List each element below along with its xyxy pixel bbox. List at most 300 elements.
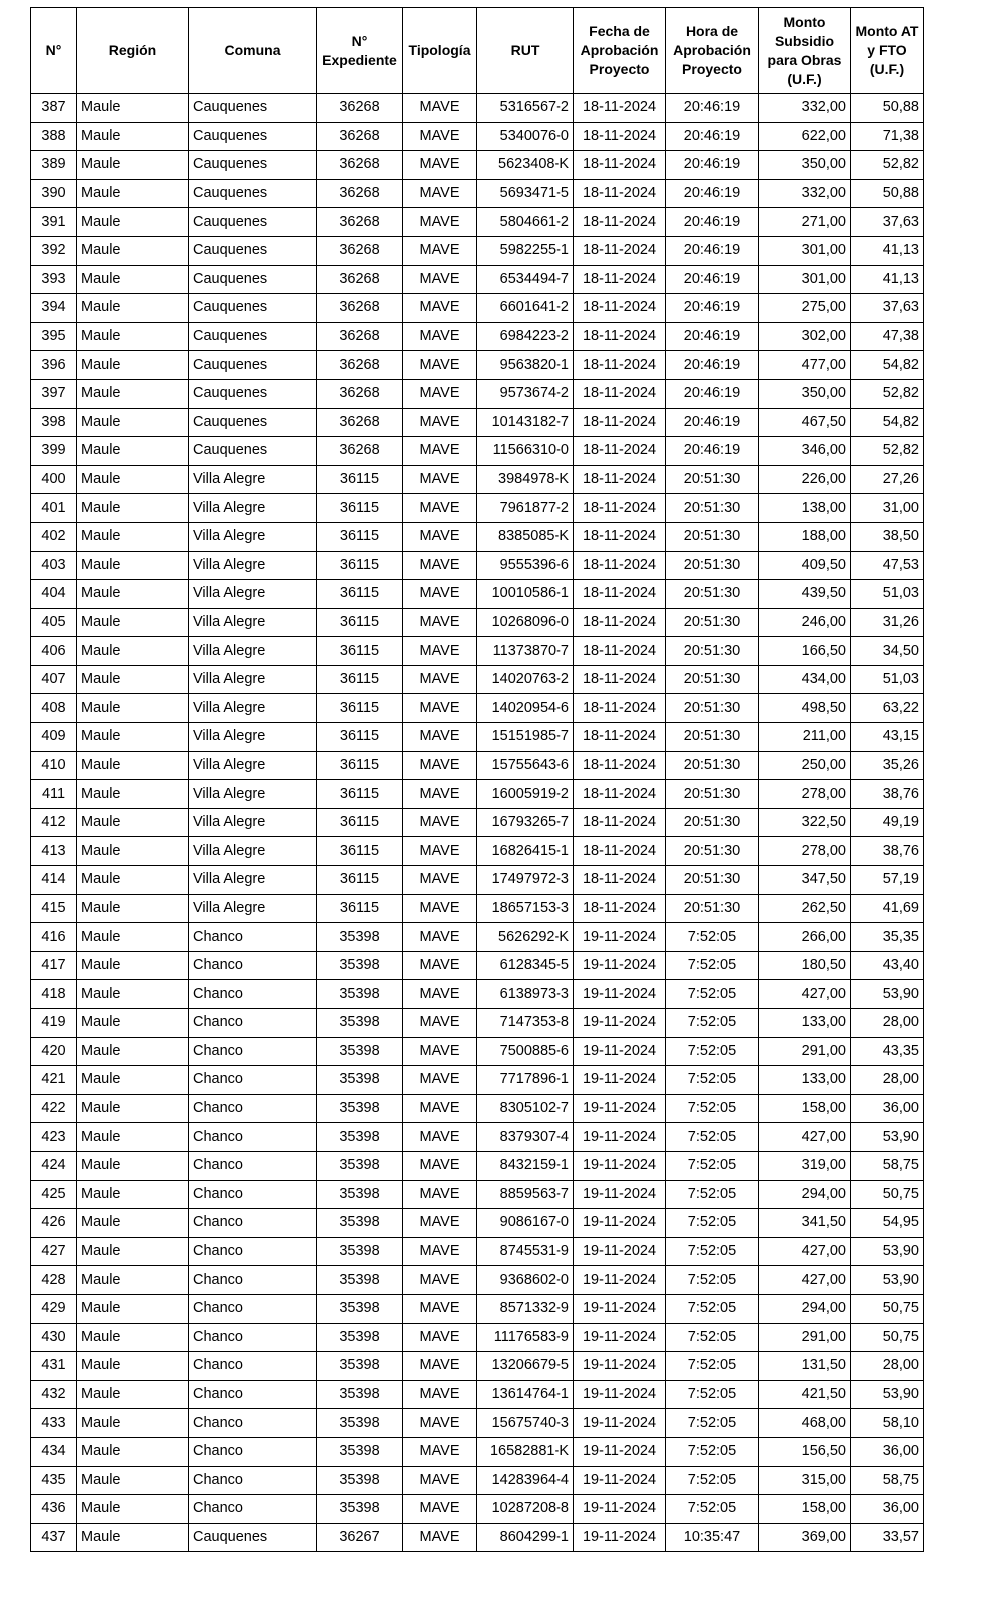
cell-hora: 20:51:30 — [666, 580, 759, 609]
cell-monto-subsidio: 278,00 — [759, 837, 851, 866]
cell-numero: 417 — [31, 951, 77, 980]
cell-fecha: 19-11-2024 — [574, 1352, 666, 1381]
cell-numero: 393 — [31, 265, 77, 294]
cell-expediente: 36115 — [317, 894, 403, 923]
cell-rut: 6984223-2 — [477, 322, 574, 351]
cell-monto-subsidio: 427,00 — [759, 1123, 851, 1152]
cell-rut: 8859563-7 — [477, 1180, 574, 1209]
cell-monto-subsidio: 350,00 — [759, 379, 851, 408]
cell-rut: 9086167-0 — [477, 1209, 574, 1238]
cell-tipologia: MAVE — [403, 465, 477, 494]
cell-hora: 7:52:05 — [666, 1352, 759, 1381]
cell-numero: 436 — [31, 1495, 77, 1524]
subsidy-table — [30, 7, 924, 1552]
cell-comuna: Villa Alegre — [189, 465, 317, 494]
table-row — [31, 1323, 924, 1352]
cell-expediente: 36268 — [317, 294, 403, 323]
cell-hora: 20:46:19 — [666, 379, 759, 408]
cell-hora: 20:51:30 — [666, 837, 759, 866]
cell-region: Maule — [77, 494, 189, 523]
cell-comuna: Cauquenes — [189, 379, 317, 408]
cell-numero: 421 — [31, 1066, 77, 1095]
cell-fecha: 19-11-2024 — [574, 1437, 666, 1466]
cell-numero: 409 — [31, 723, 77, 752]
cell-monto-subsidio: 271,00 — [759, 208, 851, 237]
cell-tipologia: MAVE — [403, 665, 477, 694]
cell-fecha: 18-11-2024 — [574, 408, 666, 437]
cell-rut: 15675740-3 — [477, 1409, 574, 1438]
cell-comuna: Villa Alegre — [189, 866, 317, 895]
cell-rut: 11176583-9 — [477, 1323, 574, 1352]
cell-numero: 392 — [31, 236, 77, 265]
cell-fecha: 18-11-2024 — [574, 723, 666, 752]
cell-comuna: Chanco — [189, 1380, 317, 1409]
cell-comuna: Chanco — [189, 1066, 317, 1095]
cell-comuna: Chanco — [189, 1323, 317, 1352]
table-row — [31, 780, 924, 809]
cell-fecha: 18-11-2024 — [574, 379, 666, 408]
cell-comuna: Cauquenes — [189, 408, 317, 437]
cell-monto-subsidio: 291,00 — [759, 1037, 851, 1066]
cell-numero: 419 — [31, 1009, 77, 1038]
cell-region: Maule — [77, 751, 189, 780]
table-row — [31, 1094, 924, 1123]
cell-monto-subsidio: 302,00 — [759, 322, 851, 351]
cell-comuna: Chanco — [189, 1037, 317, 1066]
cell-monto-at-fto: 38,50 — [851, 522, 924, 551]
cell-comuna: Cauquenes — [189, 322, 317, 351]
cell-monto-subsidio: 468,00 — [759, 1409, 851, 1438]
table-row — [31, 208, 924, 237]
cell-comuna: Chanco — [189, 1094, 317, 1123]
cell-tipologia: MAVE — [403, 1237, 477, 1266]
cell-fecha: 19-11-2024 — [574, 1209, 666, 1238]
cell-rut: 8385085-K — [477, 522, 574, 551]
cell-comuna: Cauquenes — [189, 94, 317, 123]
cell-monto-at-fto: 36,00 — [851, 1437, 924, 1466]
table-row — [31, 751, 924, 780]
cell-expediente: 35398 — [317, 1180, 403, 1209]
cell-monto-at-fto: 50,75 — [851, 1323, 924, 1352]
cell-monto-at-fto: 53,90 — [851, 1237, 924, 1266]
cell-hora: 7:52:05 — [666, 1066, 759, 1095]
cell-expediente: 36115 — [317, 580, 403, 609]
cell-tipologia: MAVE — [403, 780, 477, 809]
cell-fecha: 18-11-2024 — [574, 437, 666, 466]
cell-region: Maule — [77, 1151, 189, 1180]
cell-fecha: 18-11-2024 — [574, 122, 666, 151]
cell-hora: 20:51:30 — [666, 808, 759, 837]
cell-expediente: 36115 — [317, 694, 403, 723]
cell-tipologia: MAVE — [403, 1495, 477, 1524]
cell-rut: 10287208-8 — [477, 1495, 574, 1524]
cell-hora: 20:51:30 — [666, 522, 759, 551]
cell-rut: 11566310-0 — [477, 437, 574, 466]
cell-numero: 415 — [31, 894, 77, 923]
table-row — [31, 665, 924, 694]
cell-monto-subsidio: 226,00 — [759, 465, 851, 494]
cell-region: Maule — [77, 551, 189, 580]
table-row — [31, 1523, 924, 1552]
table-row — [31, 494, 924, 523]
cell-rut: 9555396-6 — [477, 551, 574, 580]
table-row — [31, 94, 924, 123]
cell-region: Maule — [77, 723, 189, 752]
table-row — [31, 151, 924, 180]
cell-hora: 7:52:05 — [666, 1495, 759, 1524]
cell-hora: 20:51:30 — [666, 780, 759, 809]
cell-tipologia: MAVE — [403, 751, 477, 780]
cell-fecha: 18-11-2024 — [574, 694, 666, 723]
cell-monto-at-fto: 54,82 — [851, 351, 924, 380]
table-row — [31, 294, 924, 323]
cell-tipologia: MAVE — [403, 1523, 477, 1552]
cell-fecha: 19-11-2024 — [574, 1037, 666, 1066]
cell-expediente: 35398 — [317, 1094, 403, 1123]
cell-region: Maule — [77, 780, 189, 809]
cell-region: Maule — [77, 1323, 189, 1352]
cell-fecha: 18-11-2024 — [574, 322, 666, 351]
cell-numero: 427 — [31, 1237, 77, 1266]
cell-fecha: 18-11-2024 — [574, 294, 666, 323]
cell-tipologia: MAVE — [403, 923, 477, 952]
table-row — [31, 465, 924, 494]
cell-numero: 425 — [31, 1180, 77, 1209]
cell-region: Maule — [77, 980, 189, 1009]
table-row — [31, 894, 924, 923]
cell-region: Maule — [77, 923, 189, 952]
cell-rut: 14283964-4 — [477, 1466, 574, 1495]
cell-monto-at-fto: 53,90 — [851, 980, 924, 1009]
cell-expediente: 36115 — [317, 751, 403, 780]
cell-monto-at-fto: 51,03 — [851, 580, 924, 609]
table-row — [31, 808, 924, 837]
cell-numero: 426 — [31, 1209, 77, 1238]
cell-expediente: 36268 — [317, 408, 403, 437]
cell-monto-at-fto: 43,35 — [851, 1037, 924, 1066]
cell-hora: 20:51:30 — [666, 608, 759, 637]
cell-expediente: 36268 — [317, 208, 403, 237]
cell-tipologia: MAVE — [403, 808, 477, 837]
cell-monto-subsidio: 347,50 — [759, 866, 851, 895]
cell-hora: 20:51:30 — [666, 866, 759, 895]
cell-numero: 402 — [31, 522, 77, 551]
cell-monto-at-fto: 53,90 — [851, 1266, 924, 1295]
cell-numero: 396 — [31, 351, 77, 380]
cell-comuna: Chanco — [189, 1466, 317, 1495]
cell-hora: 20:46:19 — [666, 179, 759, 208]
cell-region: Maule — [77, 808, 189, 837]
cell-numero: 422 — [31, 1094, 77, 1123]
cell-rut: 16793265-7 — [477, 808, 574, 837]
cell-expediente: 36115 — [317, 637, 403, 666]
cell-numero: 398 — [31, 408, 77, 437]
table-row — [31, 437, 924, 466]
cell-tipologia: MAVE — [403, 837, 477, 866]
cell-rut: 10143182-7 — [477, 408, 574, 437]
cell-monto-subsidio: 246,00 — [759, 608, 851, 637]
cell-tipologia: MAVE — [403, 1066, 477, 1095]
cell-hora: 7:52:05 — [666, 1409, 759, 1438]
cell-fecha: 18-11-2024 — [574, 522, 666, 551]
cell-region: Maule — [77, 122, 189, 151]
cell-comuna: Chanco — [189, 951, 317, 980]
cell-rut: 16005919-2 — [477, 780, 574, 809]
cell-rut: 3984978-K — [477, 465, 574, 494]
cell-rut: 8745531-9 — [477, 1237, 574, 1266]
cell-hora: 20:46:19 — [666, 408, 759, 437]
cell-monto-subsidio: 158,00 — [759, 1495, 851, 1524]
cell-region: Maule — [77, 894, 189, 923]
cell-monto-subsidio: 131,50 — [759, 1352, 851, 1381]
cell-tipologia: MAVE — [403, 437, 477, 466]
cell-expediente: 35398 — [317, 1009, 403, 1038]
cell-expediente: 35398 — [317, 1466, 403, 1495]
cell-rut: 15755643-6 — [477, 751, 574, 780]
cell-region: Maule — [77, 351, 189, 380]
cell-tipologia: MAVE — [403, 494, 477, 523]
cell-fecha: 18-11-2024 — [574, 608, 666, 637]
cell-rut: 5623408-K — [477, 151, 574, 180]
cell-fecha: 19-11-2024 — [574, 1237, 666, 1266]
cell-tipologia: MAVE — [403, 122, 477, 151]
cell-region: Maule — [77, 1466, 189, 1495]
header-expediente: N° Expediente — [317, 8, 403, 94]
cell-comuna: Cauquenes — [189, 437, 317, 466]
cell-tipologia: MAVE — [403, 351, 477, 380]
table-row — [31, 694, 924, 723]
cell-comuna: Villa Alegre — [189, 780, 317, 809]
cell-region: Maule — [77, 866, 189, 895]
cell-region: Maule — [77, 1523, 189, 1552]
cell-expediente: 36268 — [317, 379, 403, 408]
cell-fecha: 19-11-2024 — [574, 1409, 666, 1438]
cell-fecha: 18-11-2024 — [574, 151, 666, 180]
cell-tipologia: MAVE — [403, 608, 477, 637]
table-row — [31, 1409, 924, 1438]
cell-tipologia: MAVE — [403, 1037, 477, 1066]
cell-expediente: 35398 — [317, 1323, 403, 1352]
cell-hora: 7:52:05 — [666, 1037, 759, 1066]
cell-monto-at-fto: 58,75 — [851, 1466, 924, 1495]
cell-monto-subsidio: 133,00 — [759, 1009, 851, 1038]
cell-hora: 7:52:05 — [666, 1380, 759, 1409]
cell-region: Maule — [77, 294, 189, 323]
cell-region: Maule — [77, 1123, 189, 1152]
cell-tipologia: MAVE — [403, 551, 477, 580]
cell-expediente: 36268 — [317, 151, 403, 180]
cell-region: Maule — [77, 637, 189, 666]
cell-monto-subsidio: 262,50 — [759, 894, 851, 923]
cell-numero: 435 — [31, 1466, 77, 1495]
cell-hora: 20:46:19 — [666, 151, 759, 180]
cell-rut: 5340076-0 — [477, 122, 574, 151]
header-row — [31, 8, 924, 94]
cell-tipologia: MAVE — [403, 1009, 477, 1038]
cell-region: Maule — [77, 1209, 189, 1238]
cell-fecha: 19-11-2024 — [574, 1123, 666, 1152]
cell-region: Maule — [77, 94, 189, 123]
cell-tipologia: MAVE — [403, 1209, 477, 1238]
table-row — [31, 1066, 924, 1095]
cell-rut: 16826415-1 — [477, 837, 574, 866]
cell-region: Maule — [77, 1495, 189, 1524]
cell-expediente: 35398 — [317, 1380, 403, 1409]
cell-monto-subsidio: 409,50 — [759, 551, 851, 580]
cell-expediente: 36115 — [317, 723, 403, 752]
cell-monto-at-fto: 28,00 — [851, 1066, 924, 1095]
table-row — [31, 1294, 924, 1323]
cell-expediente: 35398 — [317, 1294, 403, 1323]
cell-region: Maule — [77, 1037, 189, 1066]
cell-numero: 405 — [31, 608, 77, 637]
cell-hora: 7:52:05 — [666, 1294, 759, 1323]
cell-tipologia: MAVE — [403, 208, 477, 237]
cell-monto-at-fto: 35,35 — [851, 923, 924, 952]
cell-monto-at-fto: 27,26 — [851, 465, 924, 494]
cell-comuna: Villa Alegre — [189, 551, 317, 580]
table-row — [31, 980, 924, 1009]
cell-tipologia: MAVE — [403, 265, 477, 294]
cell-rut: 7147353-8 — [477, 1009, 574, 1038]
cell-region: Maule — [77, 1266, 189, 1295]
cell-hora: 20:51:30 — [666, 894, 759, 923]
cell-hora: 20:46:19 — [666, 208, 759, 237]
cell-fecha: 19-11-2024 — [574, 923, 666, 952]
cell-comuna: Chanco — [189, 1266, 317, 1295]
cell-hora: 7:52:05 — [666, 1123, 759, 1152]
cell-monto-subsidio: 275,00 — [759, 294, 851, 323]
cell-rut: 6601641-2 — [477, 294, 574, 323]
cell-rut: 15151985-7 — [477, 723, 574, 752]
table-row — [31, 236, 924, 265]
cell-monto-at-fto: 31,26 — [851, 608, 924, 637]
cell-comuna: Chanco — [189, 1294, 317, 1323]
table-row — [31, 723, 924, 752]
cell-expediente: 36115 — [317, 808, 403, 837]
cell-monto-subsidio: 322,50 — [759, 808, 851, 837]
cell-numero: 430 — [31, 1323, 77, 1352]
cell-numero: 433 — [31, 1409, 77, 1438]
cell-monto-subsidio: 188,00 — [759, 522, 851, 551]
cell-monto-subsidio: 467,50 — [759, 408, 851, 437]
cell-expediente: 36115 — [317, 465, 403, 494]
cell-monto-subsidio: 294,00 — [759, 1180, 851, 1209]
cell-region: Maule — [77, 151, 189, 180]
cell-region: Maule — [77, 951, 189, 980]
cell-region: Maule — [77, 1180, 189, 1209]
cell-numero: 434 — [31, 1437, 77, 1466]
cell-fecha: 19-11-2024 — [574, 1066, 666, 1095]
cell-rut: 5316567-2 — [477, 94, 574, 123]
cell-numero: 391 — [31, 208, 77, 237]
cell-monto-subsidio: 421,50 — [759, 1380, 851, 1409]
cell-fecha: 18-11-2024 — [574, 637, 666, 666]
cell-comuna: Cauquenes — [189, 122, 317, 151]
header-rut: RUT — [477, 8, 574, 94]
cell-numero: 401 — [31, 494, 77, 523]
table-row — [31, 608, 924, 637]
cell-monto-subsidio: 332,00 — [759, 94, 851, 123]
table-row — [31, 923, 924, 952]
cell-monto-at-fto: 41,13 — [851, 236, 924, 265]
cell-fecha: 18-11-2024 — [574, 236, 666, 265]
cell-region: Maule — [77, 522, 189, 551]
cell-monto-at-fto: 63,22 — [851, 694, 924, 723]
cell-region: Maule — [77, 437, 189, 466]
cell-monto-at-fto: 41,69 — [851, 894, 924, 923]
cell-expediente: 36115 — [317, 837, 403, 866]
cell-hora: 7:52:05 — [666, 980, 759, 1009]
cell-hora: 20:46:19 — [666, 236, 759, 265]
cell-monto-subsidio: 180,50 — [759, 951, 851, 980]
cell-hora: 7:52:05 — [666, 1237, 759, 1266]
cell-hora: 20:51:30 — [666, 694, 759, 723]
table-row — [31, 1466, 924, 1495]
cell-numero: 437 — [31, 1523, 77, 1552]
cell-monto-at-fto: 49,19 — [851, 808, 924, 837]
cell-monto-at-fto: 51,03 — [851, 665, 924, 694]
table-row — [31, 1123, 924, 1152]
table-row — [31, 265, 924, 294]
cell-fecha: 19-11-2024 — [574, 1294, 666, 1323]
table-row — [31, 379, 924, 408]
cell-rut: 8305102-7 — [477, 1094, 574, 1123]
cell-region: Maule — [77, 1380, 189, 1409]
cell-monto-at-fto: 47,53 — [851, 551, 924, 580]
cell-expediente: 35398 — [317, 1352, 403, 1381]
cell-hora: 20:51:30 — [666, 723, 759, 752]
cell-monto-subsidio: 319,00 — [759, 1151, 851, 1180]
cell-expediente: 36268 — [317, 265, 403, 294]
cell-fecha: 18-11-2024 — [574, 837, 666, 866]
cell-fecha: 19-11-2024 — [574, 1180, 666, 1209]
cell-expediente: 36115 — [317, 780, 403, 809]
cell-rut: 13614764-1 — [477, 1380, 574, 1409]
cell-region: Maule — [77, 1094, 189, 1123]
cell-fecha: 19-11-2024 — [574, 1094, 666, 1123]
cell-numero: 414 — [31, 866, 77, 895]
table-body — [31, 94, 924, 1552]
cell-monto-subsidio: 266,00 — [759, 923, 851, 952]
cell-tipologia: MAVE — [403, 522, 477, 551]
table-row — [31, 837, 924, 866]
cell-rut: 14020763-2 — [477, 665, 574, 694]
cell-comuna: Cauquenes — [189, 208, 317, 237]
cell-numero: 408 — [31, 694, 77, 723]
cell-monto-subsidio: 291,00 — [759, 1323, 851, 1352]
cell-expediente: 36115 — [317, 608, 403, 637]
cell-comuna: Chanco — [189, 1495, 317, 1524]
cell-monto-subsidio: 346,00 — [759, 437, 851, 466]
cell-comuna: Villa Alegre — [189, 694, 317, 723]
cell-monto-at-fto: 50,75 — [851, 1294, 924, 1323]
cell-hora: 20:46:19 — [666, 351, 759, 380]
cell-comuna: Villa Alegre — [189, 580, 317, 609]
cell-monto-at-fto: 54,82 — [851, 408, 924, 437]
cell-monto-at-fto: 38,76 — [851, 780, 924, 809]
table-row — [31, 580, 924, 609]
cell-monto-subsidio: 369,00 — [759, 1523, 851, 1552]
cell-region: Maule — [77, 179, 189, 208]
cell-hora: 20:51:30 — [666, 465, 759, 494]
cell-monto-at-fto: 28,00 — [851, 1009, 924, 1038]
header-region: Región — [77, 8, 189, 94]
cell-numero: 389 — [31, 151, 77, 180]
cell-expediente: 35398 — [317, 1409, 403, 1438]
cell-fecha: 19-11-2024 — [574, 1323, 666, 1352]
cell-numero: 431 — [31, 1352, 77, 1381]
